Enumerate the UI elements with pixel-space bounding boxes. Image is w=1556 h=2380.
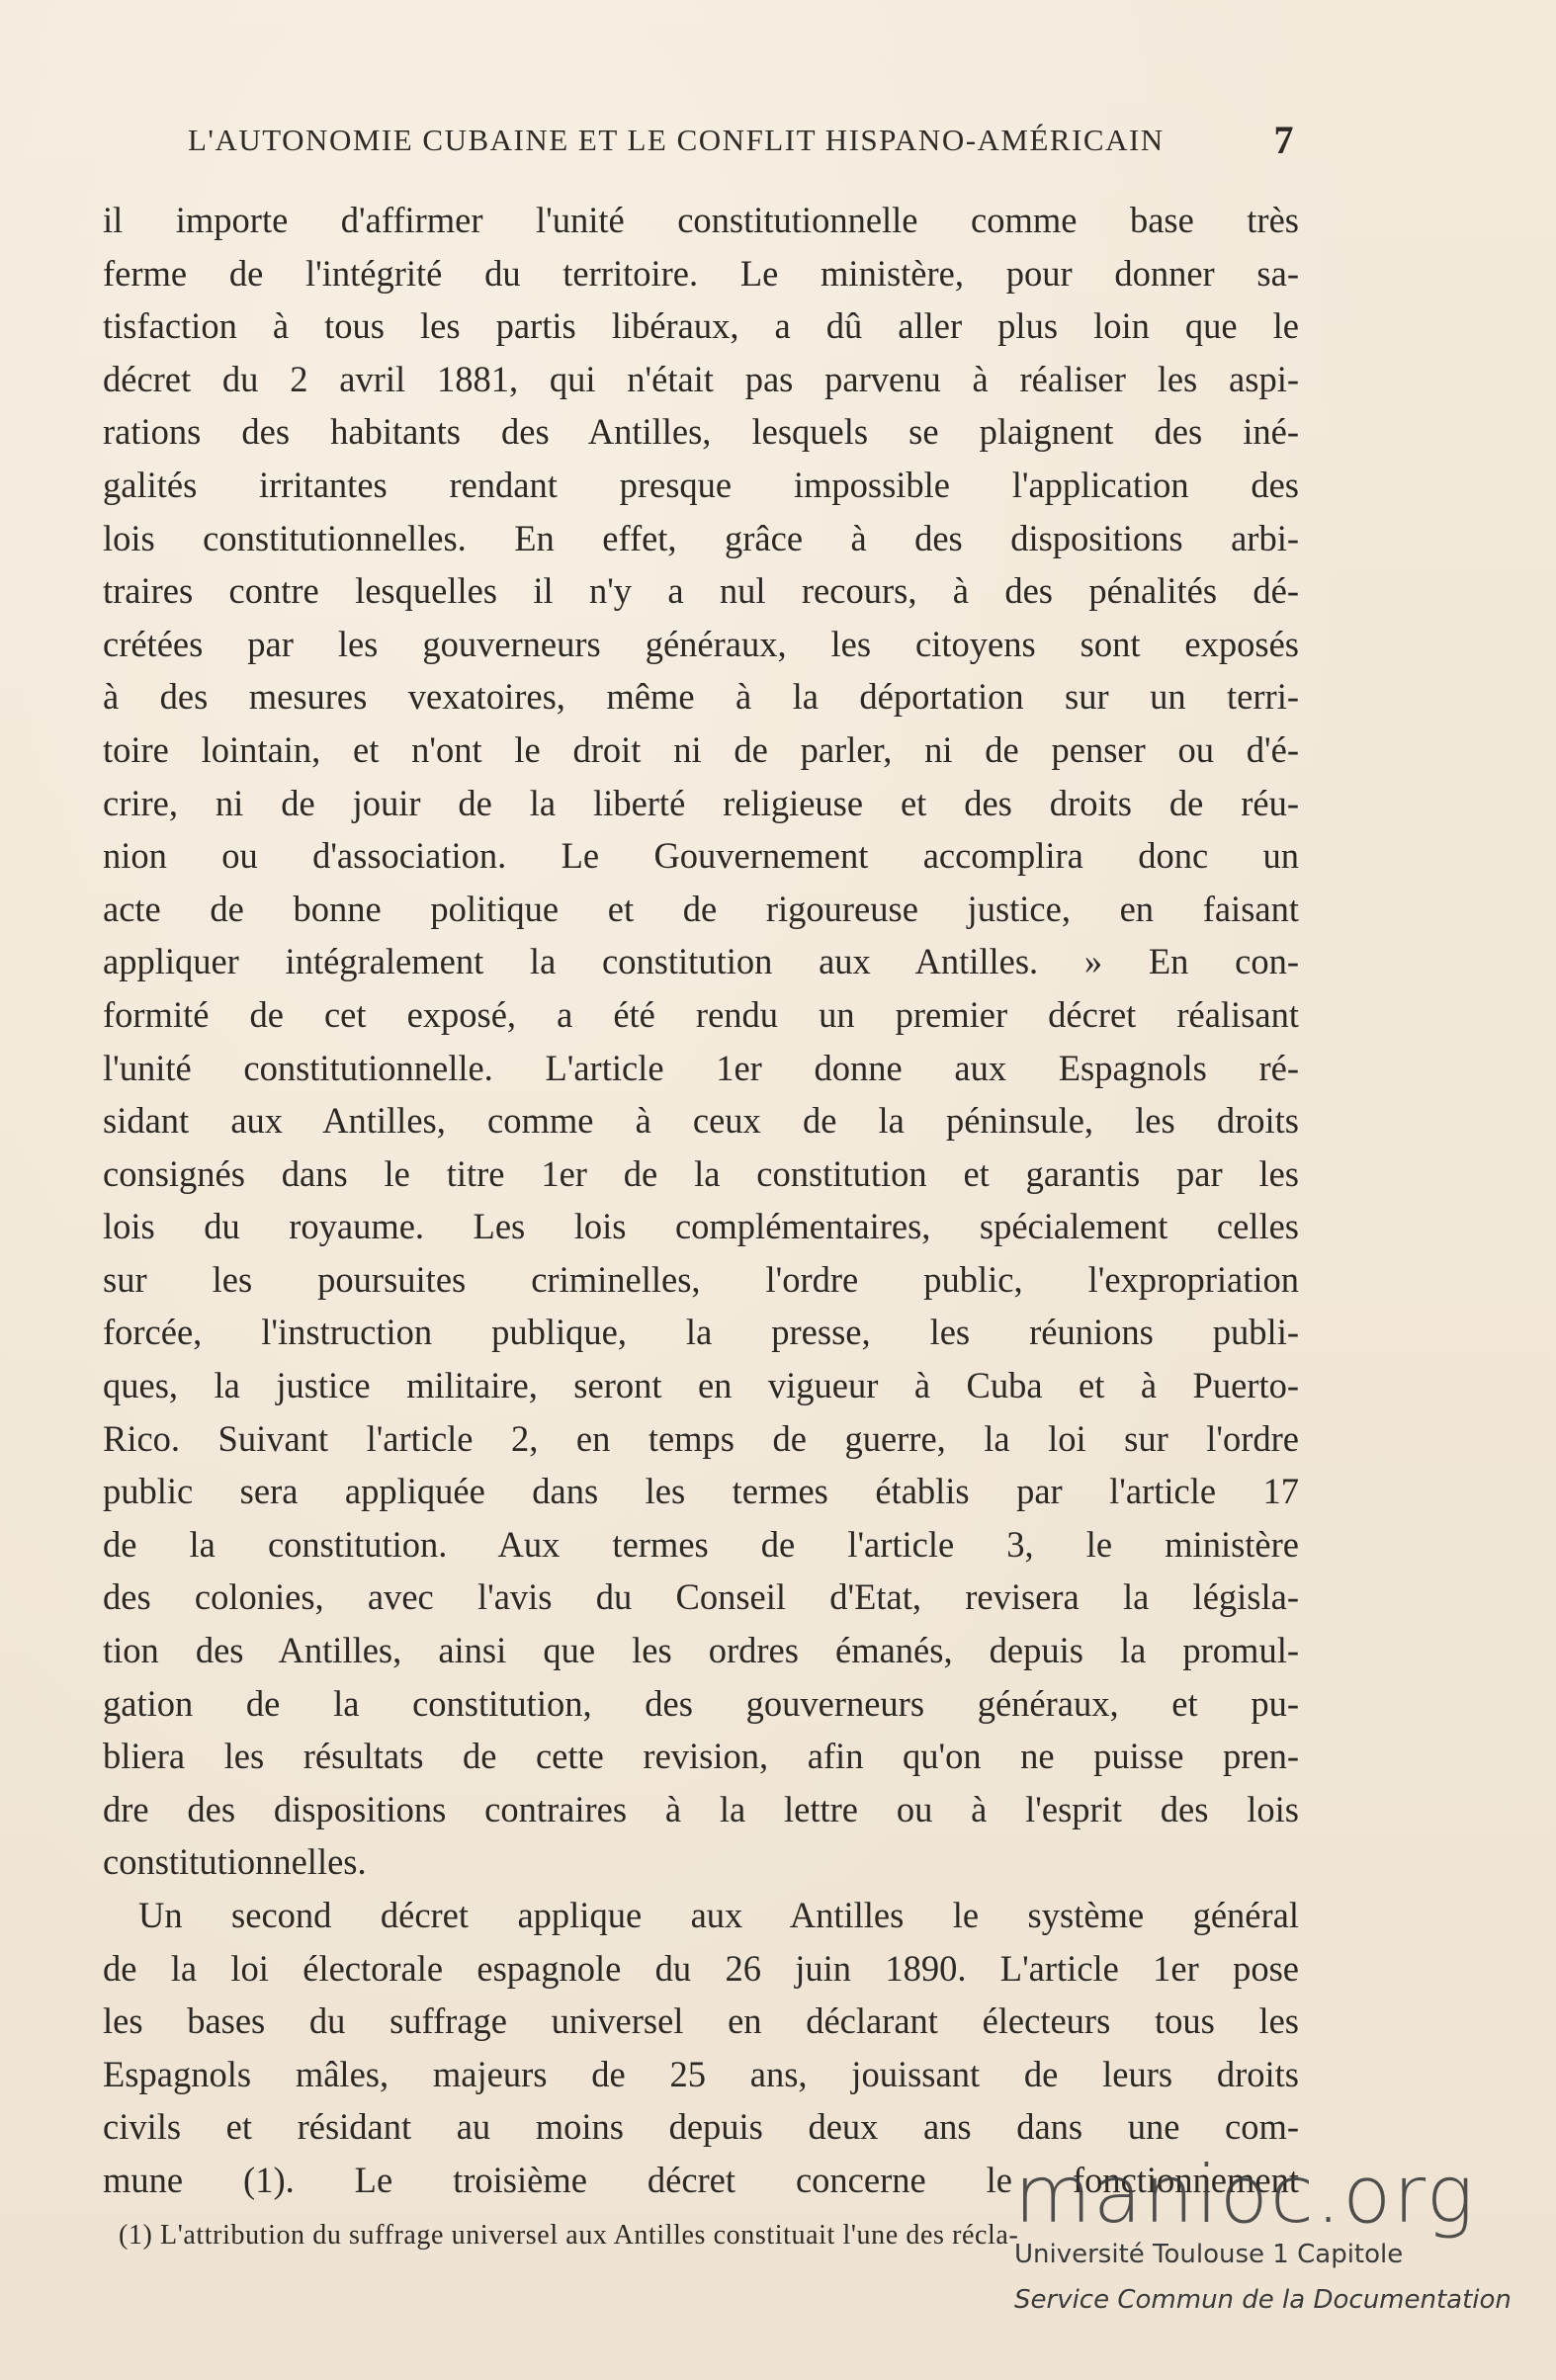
text-line: civils et résidant au moins depuis deux ans dans une com- [103,2106,1299,2148]
manioc-logo: manioc.org [1014,2149,1476,2241]
text-line: l'unité constitutionnelle. L'article 1er donne aux Espagnols ré- [103,1047,1299,1088]
text-line: forcée, l'instruction publique, la presse, les réunions publi- [103,1312,1299,1353]
text-line: rations des habitants des Antilles, lesquels se plaignent des iné- [103,411,1299,453]
text-line: il importe d'affirmer l'unité constitutionnelle comme base très [103,200,1299,240]
text-line: des colonies, avec l'avis du Conseil d'Etat, revisera la législa- [103,1576,1299,1618]
text-line: galités irritantes rendant presque impossible l'application des [103,464,1299,505]
text-line: tion des Antilles, ainsi que les ordres émanés, depuis la promul- [103,1630,1299,1671]
text-line: formité de cet exposé, a été rendu un premier décret réalisant [103,993,1299,1035]
text-line: bliera les résultats de cette revision, afin qu'on ne puisse pren- [103,1736,1299,1777]
text-line: tisfaction à tous les partis libéraux, a dû aller plus loin que le [103,305,1299,347]
text-line: les bases du suffrage universel en déclarant électeurs tous les [103,2000,1299,2042]
watermark-university: Université Toulouse 1 Capitole [1014,2240,1404,2269]
text-line: ferme de l'intégrité du territoire. Le ministère, pour donner sa- [103,252,1299,294]
text-line: de la loi électorale espagnole du 26 juin 1890. L'article 1er pose [103,1947,1299,1989]
text-line: acte de bonne politique et de rigoureuse justice, en faisant [103,888,1299,929]
text-line: lois constitutionnelles. En effet, grâce à des dispositions arbi- [103,517,1299,558]
text-line: constitutionnelles. [103,1841,367,1883]
text-line: crétées par les gouverneurs généraux, les citoyens sont exposés [103,623,1299,664]
text-line: à des mesures vexatoires, même à la déportation sur un terri- [103,676,1299,718]
text-line: dre des dispositions contraires à la lettre ou à l'esprit des lois [103,1788,1299,1829]
text-line: de la constitution. Aux termes de l'article 3, le ministère [103,1523,1299,1565]
text-line: toire lointain, et n'ont le droit ni de parler, ni de penser ou d'é- [103,728,1299,770]
footnote: (1) L'attribution du suffrage universel aux Antilles constituait l'une des récla- [119,2220,1019,2251]
watermark-service: Service Commun de la Documentation [1014,2285,1512,2315]
text-line: mune (1). Le troisième décret concerne le fonctionnement [103,2159,1299,2200]
text-line: sur les poursuites criminelles, l'ordre public, l'expropriation [103,1258,1299,1300]
page-number: 7 [1273,118,1295,162]
text-line: crire, ni de jouir de la liberté religieuse et des droits de réu- [103,782,1299,823]
text-line: Espagnols mâles, majeurs de 25 ans, jouissant de leurs droits [103,2053,1299,2094]
text-line: public sera appliquée dans les termes établis par l'article 17 [103,1471,1299,1512]
manioc-watermark [989,2151,1542,2338]
text-line: Rico. Suivant l'article 2, en temps de guerre, la loi sur l'ordre [103,1417,1299,1459]
text-line: sidant aux Antilles, comme à ceux de la péninsule, les droits [103,1100,1299,1142]
body-text [103,194,1299,2207]
text-line: gation de la constitution, des gouverneurs généraux, et pu- [103,1682,1299,1724]
text-line: lois du royaume. Les lois complémentaires, spécialement celles [103,1206,1299,1247]
text-line: traires contre lesquelles il n'y a nul recours, à des pénalités dé- [103,570,1299,612]
running-head-title: L'AUTONOMIE CUBAINE ET LE CONFLIT HISPANO-AMÉRICAIN [188,123,1165,157]
text-line: appliquer intégralement la constitution aux Antilles. » En con- [103,941,1299,982]
text-line: nion ou d'association. Le Gouvernement accomplira donc un [103,835,1299,877]
text-line: ques, la justice militaire, seront en vigueur à Cuba et à Puerto- [103,1365,1299,1406]
text-line: décret du 2 avril 1881, qui n'était pas parvenu à réaliser les aspi- [103,358,1299,399]
running-head [188,117,1295,166]
text-line: consignés dans le titre 1er de la constitution et garantis par les [103,1152,1299,1194]
text-line: Un second décret applique aux Antilles le système général [138,1895,1299,1935]
